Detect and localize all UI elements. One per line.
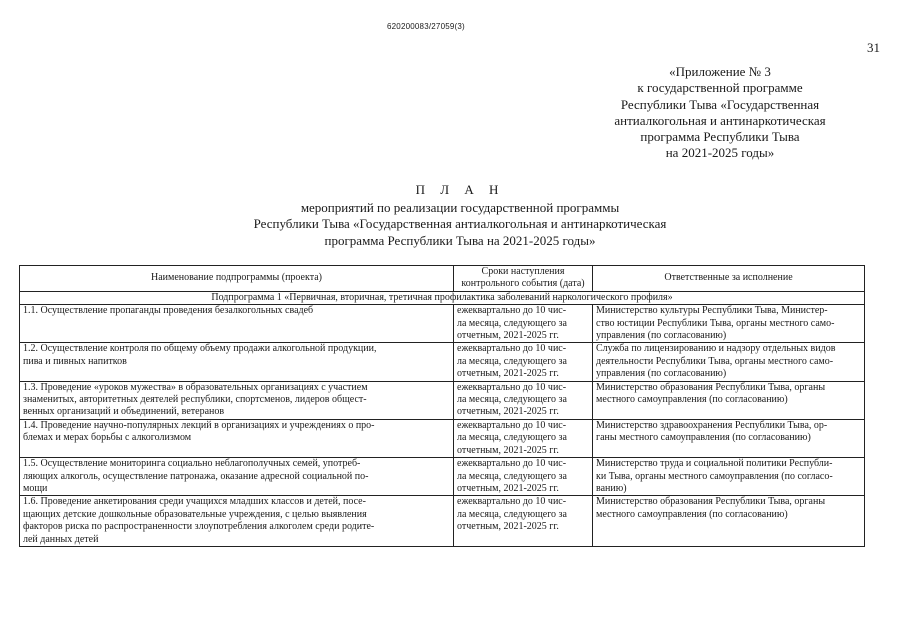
row-deadline: ежеквартально до 10 чис- ла месяца, следующего за отчетным, 2021-2025 гг.: [454, 419, 593, 457]
row-name: 1.5. Осуществление мониторинга социально неблагополучных семей, употреб- ляющих алкоголь, осуществление патронажа, оказание адресной социальной по- мощи: [20, 458, 454, 496]
table-row: [20, 458, 865, 496]
row-responsible: Служба по лицензированию и надзору отдельных видов деятельности Республики Тыва, органы местного само- управления (по согласованию): [593, 343, 865, 381]
plan-subtitle-line: программа Республики Тыва на 2021-2025 годы»: [324, 232, 596, 248]
appendix-line: программа Республики Тыва: [640, 129, 800, 145]
document-id: 620200083/27059(3): [387, 22, 465, 31]
row-deadline: ежеквартально до 10 чис- ла месяца, следующего за отчетным, 2021-2025 гг.: [454, 305, 593, 343]
subprogram-title: Подпрограмма 1 «Первичная, вторичная, третичная профилактика заболеваний наркологического профиля»: [20, 291, 865, 304]
row-name: 1.1. Осуществление пропаганды проведения безалкогольных свадеб: [20, 305, 454, 343]
plan-title: П Л А Н: [415, 182, 505, 197]
appendix-line: Республики Тыва «Государственная: [620, 96, 820, 112]
row-name: 1.3. Проведение «уроков мужества» в образовательных организациях с участием знаменитых, авторитетных деятелей республики, спортсменов, лидеров общест- венных организаций и объединений, ветеранов: [20, 381, 454, 419]
header-deadline: Сроки наступления контрольного события (дата): [454, 266, 593, 292]
appendix-block: [590, 64, 850, 162]
row-responsible: Министерство культуры Республики Тыва, Министер- ство юстиции Республики Тыва, органы местного само- управления (по согласованию): [593, 305, 865, 343]
table-row: [20, 419, 865, 457]
appendix-line: к государственной программе: [637, 80, 803, 96]
row-name: 1.4. Проведение научно-популярных лекций в организациях и учреждениях о про- блемах и мерах борьбы с алкоголизмом: [20, 419, 454, 457]
row-deadline: ежеквартально до 10 чис- ла месяца, следующего за отчетным, 2021-2025 гг.: [454, 343, 593, 381]
table-row: [20, 305, 865, 343]
page-number: 31: [867, 40, 880, 55]
plan-subtitle-line: мероприятий по реализации государственной программы: [300, 200, 620, 215]
row-responsible: Министерство труда и социальной политики Республи- ки Тыва, органы местного самоуправления (по согласо- ванию): [593, 458, 865, 496]
row-responsible: Министерство здравоохранения Республики Тыва, ор- ганы местного самоуправления (по согласованию): [593, 419, 865, 457]
row-deadline: ежеквартально до 10 чис- ла месяца, следующего за отчетным, 2021-2025 гг.: [454, 381, 593, 419]
row-responsible: Министерство образования Республики Тыва, органы местного самоуправления (по согласованию): [593, 381, 865, 419]
row-deadline: ежеквартально до 10 чис- ла месяца, следующего за отчетным, 2021-2025 гг.: [454, 458, 593, 496]
plan-subtitle-line: Республики Тыва «Государственная антиалкогольная и антинаркотическая: [253, 216, 667, 232]
table-row: [20, 381, 865, 419]
row-deadline: ежеквартально до 10 чис- ла месяца, следующего за отчетным, 2021-2025 гг.: [454, 496, 593, 547]
table-header-row: [20, 266, 865, 292]
header-responsible: Ответственные за исполнение: [593, 266, 865, 292]
appendix-line: антиалкогольная и антинаркотическая: [614, 112, 826, 128]
subprogram-row: [20, 291, 865, 304]
row-responsible: Министерство образования Республики Тыва, органы местного самоуправления (по согласованию): [593, 496, 865, 547]
row-name: 1.2. Осуществление контроля по общему объему продажи алкогольной продукции, пива и пивных напитков: [20, 343, 454, 381]
row-name: 1.6. Проведение анкетирования среди учащихся младших классов и детей, посе- щающих детские дошкольные образовательные учреждения, с целью выявления факторов риска по распространенности злоупотребления алкоголем среди родите- лей данных детей: [20, 496, 454, 547]
table-row: [20, 496, 865, 547]
plan-table: [19, 265, 865, 547]
appendix-line: «Приложение № 3: [669, 64, 771, 79]
plan-subtitle: [160, 200, 760, 249]
appendix-line: на 2021-2025 годы»: [665, 145, 775, 161]
header-name: Наименование подпрограммы (проекта): [20, 266, 454, 292]
table-row: [20, 343, 865, 381]
